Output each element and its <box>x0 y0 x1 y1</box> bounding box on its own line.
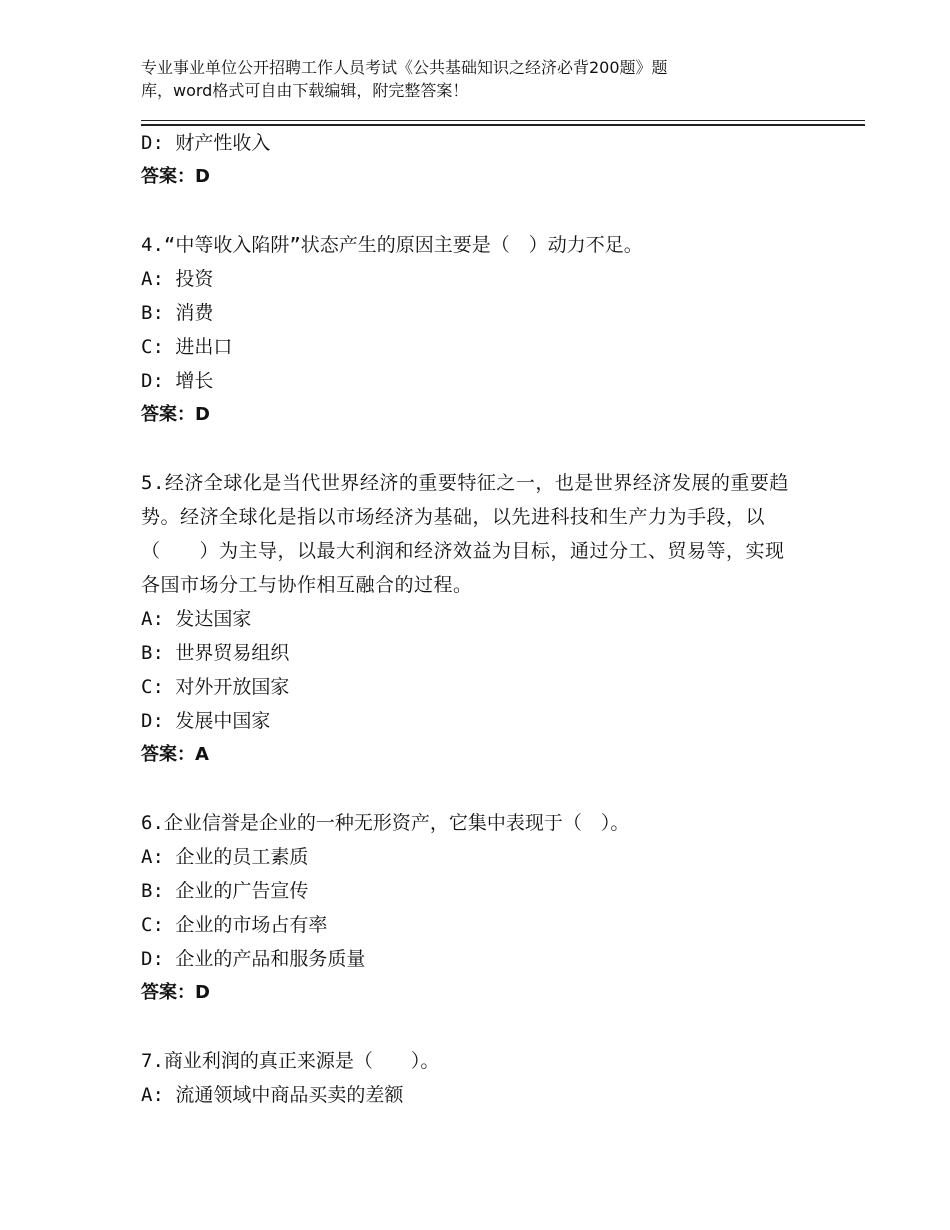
question-7 <box>141 1044 801 1112</box>
answer-line: 答案：D <box>141 404 210 425</box>
answer-line: 答案：D <box>141 166 210 187</box>
question-5 <box>141 466 801 772</box>
option-c: C: 进出口 <box>141 336 233 358</box>
header-title-line-1: 专业事业单位公开招聘工作人员考试《公共基础知识之经济必背200题》题 <box>141 58 668 77</box>
header-divider-thin <box>141 120 865 121</box>
option-b: B: 消费 <box>141 302 214 324</box>
question-4 <box>141 228 801 432</box>
spacer <box>141 432 801 466</box>
spacer <box>141 1010 801 1044</box>
option-b: B: 世界贸易组织 <box>141 642 290 664</box>
spacer <box>141 194 801 228</box>
option-a: A: 流通领域中商品买卖的差额 <box>141 1084 404 1106</box>
document-header <box>141 56 781 102</box>
question-stem: 4.“中等收入陷阱”状态产生的原因主要是（ ）动力不足。 <box>141 234 643 256</box>
option-d: D: 发展中国家 <box>141 710 271 732</box>
option-d: D: 企业的产品和服务质量 <box>141 948 366 970</box>
answer-line: 答案：D <box>141 982 210 1003</box>
question-stem: 7.商业利润的真正来源是（ ）。 <box>141 1050 440 1072</box>
question-6 <box>141 806 801 1010</box>
answer-line: 答案：A <box>141 744 209 765</box>
option-a: A: 发达国家 <box>141 608 252 630</box>
document-body <box>141 126 801 1112</box>
question-3-tail <box>141 126 801 194</box>
option-c: C: 对外开放国家 <box>141 676 290 698</box>
question-stem: 5.经济全球化是当代世界经济的重要特征之一，也是世界经济发展的重要趋势。经济全球化是指以市场经济为基础，以先进科技和生产力为手段，以（ ）为主导，以最大利润和经济效益为目标，通过分工、贸易等，实现各国市场分工与协作相互融合的过程。 <box>141 472 789 596</box>
option-d: D: 增长 <box>141 370 214 392</box>
option-a: A: 企业的员工素质 <box>141 846 309 868</box>
spacer <box>141 772 801 806</box>
header-title-line-2: 库，word格式可自由下载编辑，附完整答案！ <box>141 81 469 100</box>
option-c: C: 企业的市场占有率 <box>141 914 328 936</box>
option-d: D: 财产性收入 <box>141 132 271 154</box>
question-stem: 6.企业信誉是企业的一种无形资产，它集中表现于（ ）。 <box>141 812 630 834</box>
option-b: B: 企业的广告宣传 <box>141 880 309 902</box>
option-a: A: 投资 <box>141 268 214 290</box>
